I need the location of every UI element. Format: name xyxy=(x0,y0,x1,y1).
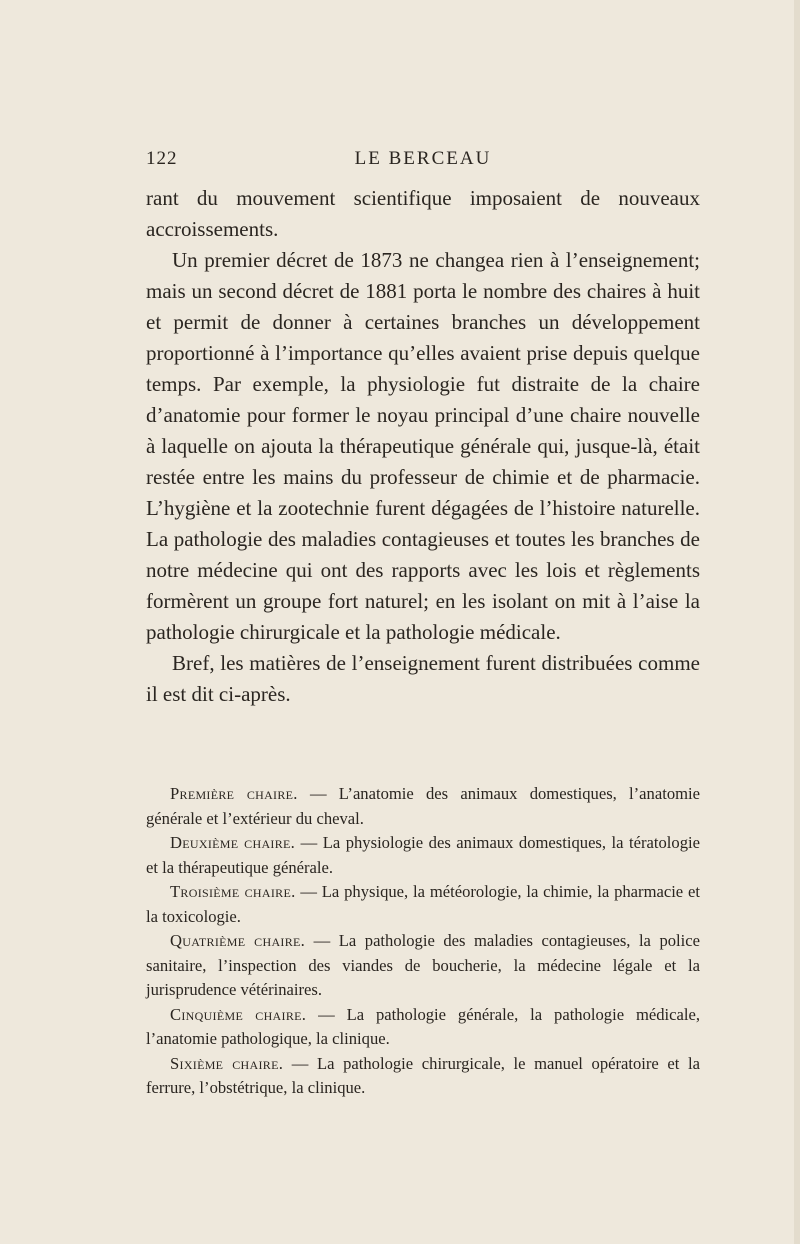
chair-title: Sixième chaire. xyxy=(170,1053,284,1073)
chair-description: — La physiologie des animaux domestiques, la tératologie et la thérapeutique générale. xyxy=(146,833,700,877)
page-number: 122 xyxy=(146,148,178,169)
main-text xyxy=(146,183,700,710)
chair-entry xyxy=(146,1003,700,1052)
chair-entry xyxy=(146,782,700,831)
chairs-list xyxy=(146,782,700,1101)
chair-title: Deuxième chaire. xyxy=(170,833,296,852)
chair-title: Cinquième chaire. xyxy=(170,1004,307,1024)
paragraph: rant du mouvement scientifique imposaient de nouveaux accroissements. xyxy=(146,186,700,241)
chair-description: — La physique, la météorologie, la chimie, la pharmacie et la toxicologie. xyxy=(146,882,700,926)
page-edge xyxy=(794,0,800,1244)
chair-title: Troisième chaire. xyxy=(170,882,296,901)
chair-description: — L’anatomie des animaux domestiques, l’anatomie générale et l’extérieur du cheval. xyxy=(146,784,700,828)
chair-entry xyxy=(146,1052,700,1101)
paragraph: Bref, les matières de l’enseignement furent distribuées comme il est dit ci-après. xyxy=(146,651,700,706)
chair-title: Quatrième chaire. xyxy=(170,931,306,950)
chair-description: — La pathologie des maladies contagieuses, la police sanitaire, l’inspection des viandes de boucherie, la médecine légale et la jurisprudence vétérinaires. xyxy=(146,931,700,999)
paragraph: Un premier décret de 1873 ne changea rien à l’enseignement; mais un second décret de 1881 porta le nombre des chaires à huit et permit de donner à certaines branches un développement proportionné à l’importance qu’elles avaient prise depuis quelque temps. Par exemple, la physiologie fut distraite de la chaire d’anatomie pour former le noyau principal d’une chaire nouvelle à laquelle on ajouta la thérapeutique générale qui, jusque-là, était restée entre les mains du professeur de chimie et de pharmacie. L’hygiène et la zootechnie furent dégagées de l’histoire naturelle. La pathologie des maladies contagieuses et toutes les branches de notre médecine qui ont des rapports avec les lois et règlements formèrent un groupe fort naturel; en les isolant on mit à l’aise la pathologie chirurgicale et la pathologie médicale. xyxy=(146,248,700,644)
chair-description: — La pathologie générale, la pathologie médicale, l’anatomie pathologique, la clinique. xyxy=(146,1004,700,1048)
running-header xyxy=(146,148,700,176)
chair-entry xyxy=(146,880,700,929)
running-title: LE BERCEAU xyxy=(354,148,492,169)
chair-title: Première chaire. xyxy=(170,784,298,803)
chair-entry xyxy=(146,831,700,880)
chair-description: — La pathologie chirurgicale, le manuel opératoire et la ferrure, l’obstétrique, la clinique. xyxy=(146,1053,700,1097)
chair-entry xyxy=(146,929,700,1003)
